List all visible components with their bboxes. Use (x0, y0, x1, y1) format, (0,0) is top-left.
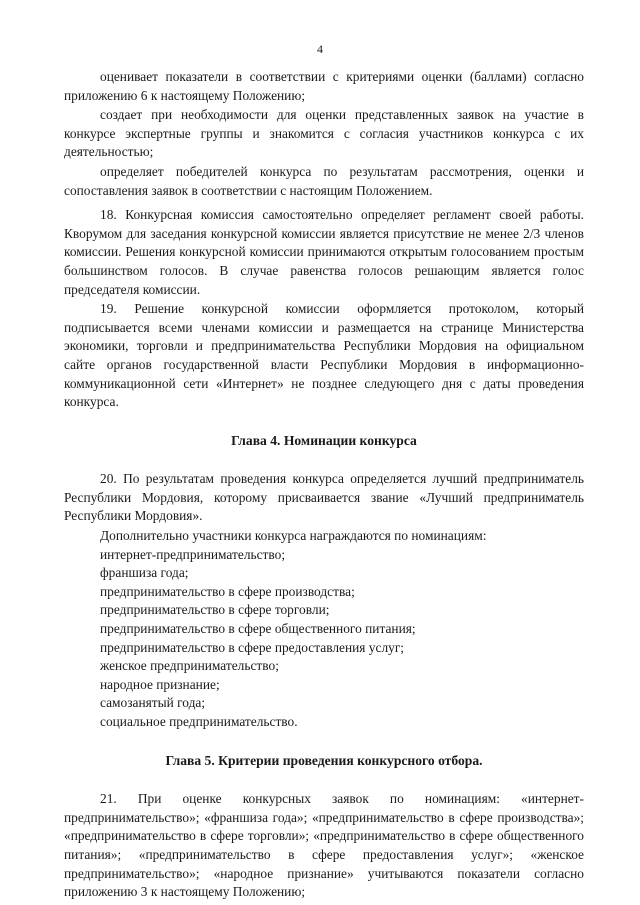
paragraph-20: 20. По результатам проведения конкурса определяется лучший предприниматель Республики Мордовия, которому присваивается звание «Лучший предприниматель Республики Мордовия». (64, 471, 584, 524)
nominations-list (64, 546, 584, 732)
list-item: женское предпринимательство; (100, 658, 279, 674)
paragraph-expert-groups: создает при необходимости для оценки представленных заявок на участие в конкурсе экспертные группы и знакомится с согласия участников конкурса с их деятельностью; (64, 107, 584, 160)
chapter-5-heading: Глава 5. Критерии проведения конкурсного отбора. (165, 752, 483, 768)
list-item: социальное предпринимательство. (100, 714, 298, 729)
paragraph-19: 19. Решение конкурсной комиссии оформляется протоколом, который подписывается всеми членами комиссии и размещается на странице Министерства экономики, торговли и предпринимательства Республики Мордовия на официальном сайте органов государственной власти Республики Мордовия в информационно-коммуникационной сети «Интернет» не позднее следующего дня с даты проведения конкурса. (64, 301, 584, 410)
paragraph-21: 21. При оценке конкурсных заявок по номинациям: «интернет-предпринимательство»; «франшиза года»; «предпринимательство в сфере производства»; «предпринимательство в сфере торговли»; «предпринимательство в сфере общественного питания»; «предпринимательство в сфере предоставления услуг»; «женское предпринимательство»; «народное признание» учитываются показатели согласно приложению 3 к настоящему Положению; (64, 791, 584, 900)
list-item: предпринимательство в сфере предоставления услуг; (100, 639, 405, 655)
paragraph-winners: определяет победителей конкурса по результатам рассмотрения, оценки и сопоставления заявок в соответствии с настоящим Положением. (64, 163, 584, 198)
document-body (64, 68, 584, 902)
list-item: интернет-предпринимательство; (100, 546, 286, 562)
nominations-intro: Дополнительно участники конкурса награждаются по номинациям: (100, 528, 487, 544)
page-number: 4 (317, 42, 323, 56)
list-item: предпринимательство в сфере общественного питания; (100, 621, 416, 637)
list-item: народное признание; (100, 676, 220, 692)
chapter-4-heading: Глава 4. Номинации конкурса (231, 432, 417, 448)
paragraph-evaluate: оценивает показатели в соответствии с критериями оценки (баллами) согласно приложению 6 к настоящему Положению; (64, 69, 584, 103)
list-item: самозанятый года; (100, 695, 206, 711)
list-item: предпринимательство в сфере торговли; (100, 602, 330, 618)
list-item: предпринимательство в сфере производства; (100, 583, 355, 599)
paragraph-18: 18. Конкурсная комиссия самостоятельно определяет регламент своей работы. Кворумом для заседания конкурсной комиссии является присутствие не менее 2/3 членов комиссии. Решения конкурсной комиссии принимаются открытым голосованием простым большинством голосов. В случае равенства голосов решающим является голос председателя комиссии. (64, 207, 584, 297)
list-item: франшиза года; (100, 565, 189, 581)
